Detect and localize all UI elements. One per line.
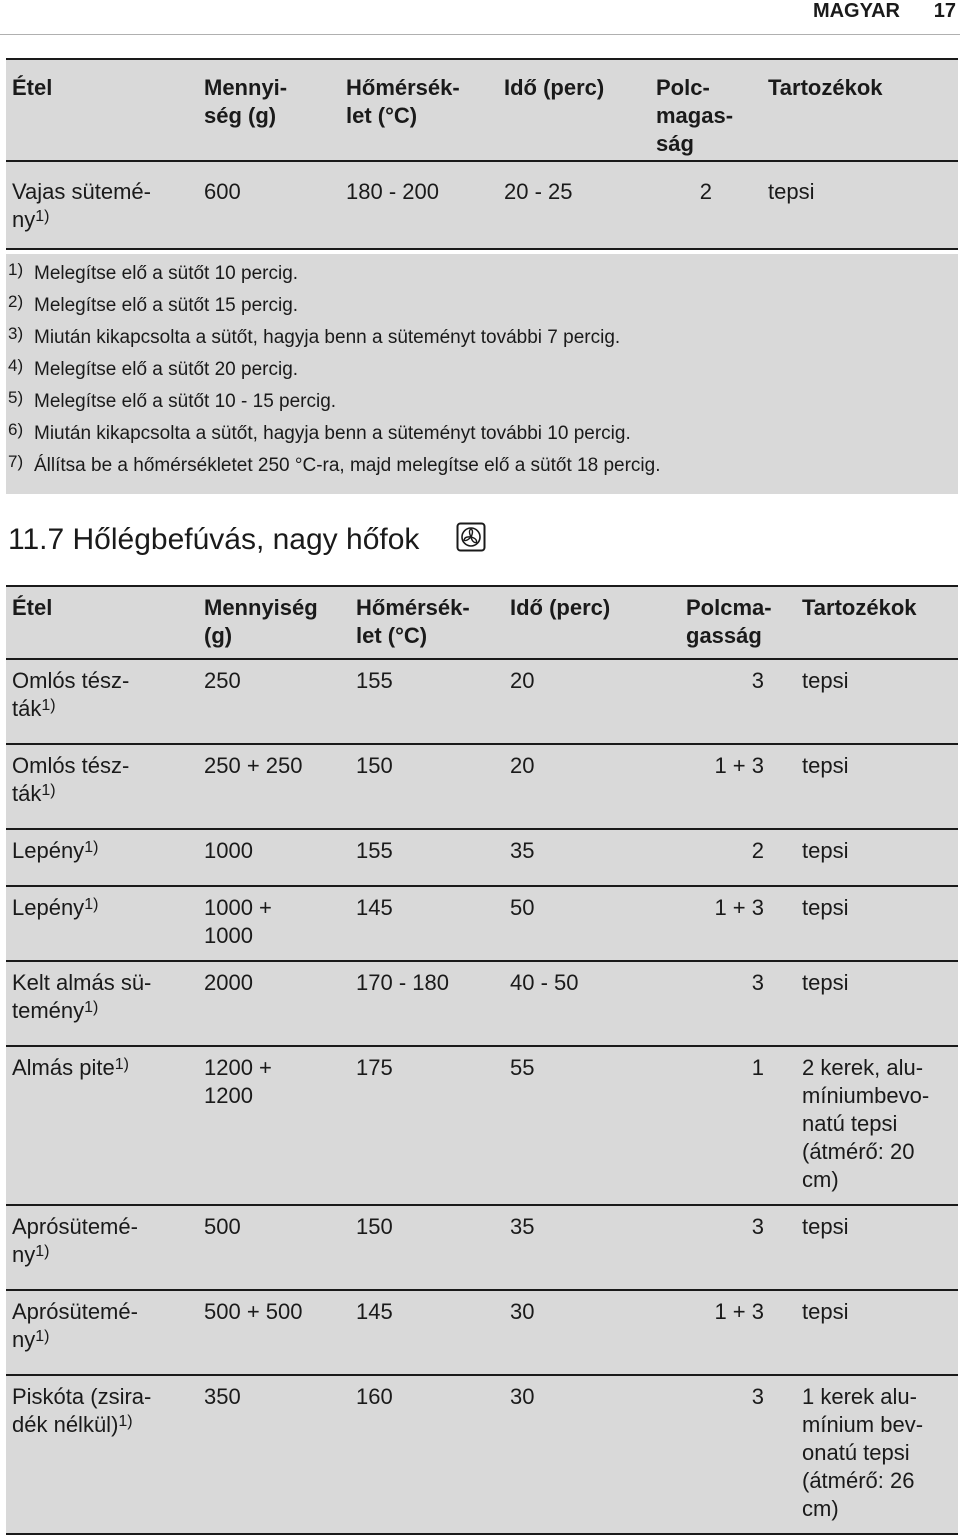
cell-line	[204, 1213, 241, 1241]
fan-icon	[456, 522, 486, 552]
cell-text: natú tepsi	[802, 1111, 898, 1136]
cell-text: dék nélkül)	[12, 1412, 119, 1437]
cell-line	[802, 1138, 929, 1166]
cell-text: (átmérő: 20	[802, 1139, 915, 1164]
cell-homerseklet: 150	[356, 753, 393, 778]
footnote-text: Melegítse elő a sütőt 15 percig.	[34, 295, 299, 316]
cell-text: ták	[12, 696, 42, 721]
header-line: (g)	[204, 623, 233, 648]
cell-ido: 50	[510, 895, 535, 920]
header-line: magas-	[656, 103, 734, 128]
cell-text: 2 kerek, alu-	[802, 1055, 924, 1080]
cell-polc: 1 + 3	[714, 753, 764, 778]
header-polc	[656, 74, 733, 158]
header-line: Mennyiség	[204, 595, 318, 620]
cell-tartozekok: tepsi	[768, 179, 815, 204]
cell-text: tepsi	[802, 970, 849, 995]
cell-homerseklet: 155	[356, 838, 393, 863]
header-etel: Étel	[12, 75, 53, 100]
footnote	[8, 358, 298, 382]
cell-text: tepsi	[802, 838, 849, 863]
footnote-mark: 3)	[8, 324, 24, 343]
cell-text: Omlós tész-	[12, 753, 130, 778]
cell-etel	[12, 894, 98, 925]
cell-line	[204, 1298, 302, 1326]
table-row	[6, 828, 958, 885]
cell-text: Lepény	[12, 895, 85, 920]
footnote-text: Állítsa be a hőmérsékletet 250 °C-ra, majd melegítse elő a sütőt 18 percig.	[34, 455, 661, 476]
cell-tartozekok	[802, 752, 848, 780]
cell-text: tepsi	[802, 668, 849, 693]
cell-line	[12, 1383, 151, 1411]
header-line: ség (g)	[204, 103, 277, 128]
cell-mennyiseg	[204, 752, 302, 780]
header-ido: Idő (perc)	[510, 595, 611, 620]
footnote	[8, 262, 298, 286]
cell-text: tepsi	[802, 753, 849, 778]
footnotes	[6, 254, 958, 494]
footnote	[8, 422, 631, 446]
footnote-mark: 1)	[84, 999, 99, 1016]
header-line: Hőmérsék-	[356, 595, 470, 620]
cell-line	[802, 667, 848, 695]
footnote-mark: 4)	[8, 356, 24, 375]
cell-mennyiseg	[204, 894, 272, 950]
footnote-text: Melegítse elő a sütőt 10 percig.	[34, 263, 299, 284]
table-row	[6, 885, 958, 960]
cell-line	[12, 780, 129, 811]
cell-homerseklet: 160	[356, 1384, 393, 1409]
cell-line	[12, 206, 151, 237]
cell-etel	[12, 837, 98, 868]
footnote-text: Melegítse elő a sütőt 20 percig.	[34, 359, 299, 380]
baking-table-hot-air	[6, 585, 958, 1535]
cell-polc: 2	[751, 838, 764, 863]
footnote-mark: 5)	[8, 388, 24, 407]
footnote	[8, 454, 660, 478]
cell-line	[204, 667, 241, 695]
header-mennyiseg	[204, 74, 287, 130]
footnote	[8, 390, 336, 414]
cell-line	[802, 752, 848, 780]
footnote	[8, 294, 298, 318]
cell-tartozekok	[802, 1054, 929, 1194]
cell-line	[12, 969, 151, 997]
header-line: ság	[656, 131, 694, 156]
header-line: Polc-	[656, 75, 710, 100]
cell-line	[802, 1383, 923, 1411]
header-divider	[0, 34, 960, 35]
cell-line	[802, 837, 848, 865]
cell-line	[12, 1326, 138, 1357]
cell-polc: 3	[751, 1214, 764, 1239]
footnote-mark: 1)	[118, 1413, 133, 1430]
cell-line	[802, 969, 848, 997]
cell-line	[12, 752, 129, 780]
cell-line	[12, 667, 129, 695]
cell-text: 350	[204, 1384, 241, 1409]
header-tartozekok: Tartozékok	[768, 75, 883, 100]
cell-line	[12, 1411, 151, 1442]
cell-line	[204, 1082, 272, 1110]
cell-tartozekok	[802, 894, 848, 922]
cell-homerseklet: 145	[356, 1299, 393, 1324]
cell-text: tepsi	[802, 895, 849, 920]
cell-line	[204, 969, 253, 997]
cell-tartozekok	[802, 1298, 848, 1326]
table-row	[6, 160, 958, 250]
cell-ido: 20	[510, 668, 535, 693]
cell-homerseklet: 155	[356, 668, 393, 693]
footnote-mark: 6)	[8, 420, 24, 439]
cell-etel	[12, 1383, 151, 1442]
header-mennyiseg	[204, 594, 318, 650]
header-line: gasság	[686, 623, 762, 648]
cell-text: 1200 +	[204, 1055, 272, 1080]
cell-text: tepsi	[802, 1299, 849, 1324]
cell-text: Piskóta (zsira-	[12, 1384, 152, 1409]
cell-text: tepsi	[802, 1214, 849, 1239]
cell-line	[802, 1054, 929, 1082]
table-header-row	[6, 585, 958, 658]
cell-ido: 55	[510, 1055, 535, 1080]
cell-text: Aprósütemé-	[12, 1214, 138, 1239]
cell-polc: 3	[751, 1384, 764, 1409]
cell-homerseklet: 175	[356, 1055, 393, 1080]
cell-tartozekok	[802, 667, 848, 695]
cell-text: Almás pite	[12, 1055, 115, 1080]
cell-text: Kelt almás sü-	[12, 970, 152, 995]
footnote-mark: 1)	[84, 839, 99, 856]
footnote-mark: 1)	[41, 782, 56, 799]
cell-line	[12, 1298, 138, 1326]
footnote-mark: 7)	[8, 452, 24, 471]
table-row	[6, 1289, 958, 1374]
cell-homerseklet: 180 - 200	[346, 179, 439, 204]
section-title: 11.7 Hőlégbefúvás, nagy hőfok	[8, 523, 420, 556]
cell-etel	[12, 667, 129, 726]
cell-line	[204, 894, 272, 922]
cell-mennyiseg: 600	[204, 179, 241, 204]
cell-line	[12, 1054, 129, 1085]
cell-line	[802, 1495, 923, 1523]
header-line: Hőmérsék-	[346, 75, 460, 100]
cell-line	[802, 894, 848, 922]
footnote-mark: 1)	[8, 260, 24, 279]
cell-line	[12, 1241, 138, 1272]
cell-text: Lepény	[12, 838, 85, 863]
cell-polc: 3	[751, 668, 764, 693]
cell-polc: 1	[751, 1055, 764, 1080]
cell-ido: 20	[510, 753, 535, 778]
cell-etel	[12, 178, 151, 237]
footnote	[8, 326, 620, 350]
header-line: let (°C)	[346, 103, 418, 128]
footnote-mark: 1)	[35, 208, 50, 225]
cell-mennyiseg	[204, 1383, 241, 1411]
cell-mennyiseg	[204, 667, 241, 695]
cell-line	[802, 1213, 848, 1241]
cell-text: 1 kerek alu-	[802, 1384, 917, 1409]
cell-line	[12, 837, 98, 868]
table-body	[6, 658, 958, 1535]
table-row	[6, 658, 958, 743]
table-row	[6, 1204, 958, 1289]
cell-polc: 1 + 3	[714, 895, 764, 920]
header-polc	[686, 594, 772, 650]
cell-ido: 30	[510, 1384, 535, 1409]
cell-text: ny	[12, 1327, 36, 1352]
cell-line	[802, 1298, 848, 1326]
cell-homerseklet: 170 - 180	[356, 970, 449, 995]
footnote-mark: 1)	[41, 697, 56, 714]
table-row	[6, 1045, 958, 1204]
cell-polc: 2	[699, 179, 712, 204]
cell-etel	[12, 752, 129, 811]
cell-ido: 35	[510, 838, 535, 863]
cell-line	[802, 1082, 929, 1110]
cell-text: 250	[204, 668, 241, 693]
table-row	[6, 960, 958, 1045]
cell-etel	[12, 1298, 138, 1357]
cell-text: míniumbevo-	[802, 1083, 930, 1108]
cell-etel	[12, 1213, 138, 1272]
footnote-mark: 2)	[8, 292, 24, 311]
cell-text: temény	[12, 998, 85, 1023]
cell-line	[802, 1439, 923, 1467]
page-number: 17	[933, 0, 956, 22]
cell-line: Vajas sütemé-	[12, 179, 151, 204]
header-homerseklet	[346, 74, 460, 130]
cell-mennyiseg	[204, 1054, 272, 1110]
cell-line	[12, 1213, 138, 1241]
cell-line	[12, 894, 98, 925]
cell-homerseklet: 145	[356, 895, 393, 920]
cell-text: 1000 +	[204, 895, 272, 920]
cell-line	[204, 837, 253, 865]
cell-text: 250 + 250	[204, 753, 303, 778]
cell-line	[802, 1166, 929, 1194]
cell-line	[12, 695, 129, 726]
cell-homerseklet: 150	[356, 1214, 393, 1239]
cell-text: Aprósütemé-	[12, 1299, 138, 1324]
header-line: Mennyi-	[204, 75, 288, 100]
cell-etel	[12, 969, 151, 1028]
header-etel: Étel	[12, 595, 53, 620]
cell-text: ny	[12, 1242, 36, 1267]
cell-polc: 3	[751, 970, 764, 995]
header-homerseklet	[356, 594, 470, 650]
header-line: let (°C)	[356, 623, 428, 648]
cell-ido: 20 - 25	[504, 179, 573, 204]
cell-line	[204, 1383, 241, 1411]
cell-text: 500	[204, 1214, 241, 1239]
header-tartozekok: Tartozékok	[802, 595, 917, 620]
cell-mennyiseg	[204, 837, 253, 865]
cell-text: (átmérő: 26	[802, 1468, 915, 1493]
cell-ido: 40 - 50	[510, 970, 579, 995]
cell-text: 1000	[204, 923, 253, 948]
cell-ido: 30	[510, 1299, 535, 1324]
cell-tartozekok	[802, 1383, 923, 1523]
table-row	[6, 743, 958, 828]
cell-tartozekok	[802, 1213, 848, 1241]
cell-text: cm)	[802, 1167, 839, 1192]
footnote-text: Miután kikapcsolta a sütőt, hagyja benn a süteményt további 7 percig.	[34, 327, 621, 348]
cell-tartozekok	[802, 837, 848, 865]
cell-text: ták	[12, 781, 42, 806]
cell-mennyiseg	[204, 1298, 302, 1326]
cell-text: cm)	[802, 1496, 839, 1521]
cell-etel	[12, 1054, 129, 1085]
cell-line	[204, 752, 302, 780]
cell-mennyiseg	[204, 969, 253, 997]
cell-polc: 1 + 3	[714, 1299, 764, 1324]
cell-line	[802, 1411, 923, 1439]
cell-line	[204, 922, 272, 950]
cell-line	[204, 1054, 272, 1082]
footnote-text: Miután kikapcsolta a sütőt, hagyja benn a süteményt további 10 percig.	[34, 423, 631, 444]
cell-text: mínium bev-	[802, 1412, 924, 1437]
footnote-mark: 1)	[84, 896, 99, 913]
cell-text: Omlós tész-	[12, 668, 130, 693]
language-label: MAGYAR	[812, 0, 900, 22]
cell-text: 1000	[204, 838, 253, 863]
cell-text: 1200	[204, 1083, 253, 1108]
cell-text: onatú tepsi	[802, 1440, 910, 1465]
baking-table-top	[6, 58, 958, 250]
cell-mennyiseg	[204, 1213, 241, 1241]
cell-text: 2000	[204, 970, 253, 995]
cell-line	[802, 1467, 923, 1495]
cell-text: 500 + 500	[204, 1299, 303, 1324]
header-line: Polcma-	[686, 595, 772, 620]
cell-ido: 35	[510, 1214, 535, 1239]
table-header-row	[6, 58, 958, 160]
header-ido: Idő (perc)	[504, 75, 605, 100]
footnote-mark: 1)	[114, 1056, 129, 1073]
footnote-mark: 1)	[35, 1243, 50, 1260]
cell-line	[12, 997, 151, 1028]
footnote-text: Melegítse elő a sütőt 10 - 15 percig.	[34, 391, 337, 412]
table-row	[6, 1374, 958, 1535]
page-header	[0, 0, 960, 34]
cell-text: ny	[12, 207, 36, 232]
cell-tartozekok	[802, 969, 848, 997]
cell-line	[802, 1110, 929, 1138]
footnote-mark: 1)	[35, 1328, 50, 1345]
